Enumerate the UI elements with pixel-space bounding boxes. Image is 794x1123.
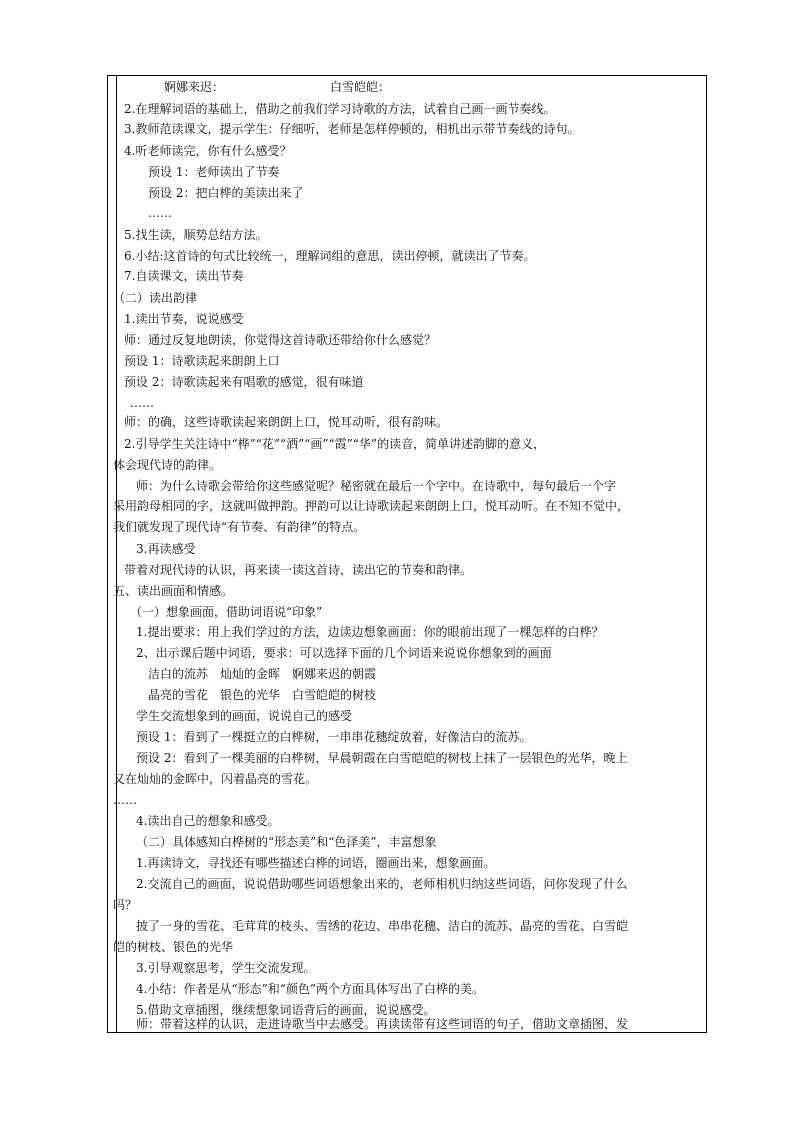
text-line: 皑的树枝、银色的光华	[113, 940, 234, 954]
text-line: 我们就发现了现代诗“有节奏、有韵律”的特点。	[113, 520, 366, 534]
text-line: ……	[148, 206, 172, 220]
section-heading: 五、读出画面和情感。	[113, 584, 234, 598]
text-line: 师：带着这样的认识，走进诗歌当中去感受。再读读带有这些词语的句子，借助文章插图，发	[136, 1017, 629, 1031]
text-line: 洁白的流苏 灿灿的金晖 婀娜来迟的朝霞	[148, 667, 377, 681]
text-line: ……	[130, 396, 154, 410]
text-line: 6.小结:这首诗的句式比较统一，理解词组的意思，读出停顿，就读出了节奏。	[124, 249, 536, 263]
text-line: 预设 1：看到了一棵挺立的白桦树，一串串花穗绽放着，好像洁白的流苏。	[136, 730, 532, 744]
text-line: 2.交流自己的画面，说说借助哪些词语想象出来的，老师相机归纳这些词语，问你发现了什么	[136, 877, 628, 891]
text-line: 预设 2：看到了一棵美丽的白桦树，早晨朝霞在白雪皑皑的树枝上抹了一层银色的光华，晚上	[136, 751, 628, 765]
text-line: 披了一身的雪花、毛茸茸的枝头、雪绣的花边、串串花穗、洁白的流苏、晶亮的雪花、白雪皑	[136, 919, 629, 933]
text-line: 预设 2：把白桦的美读出来了	[148, 186, 304, 200]
text-line: 师：通过反复地朗读，你觉得这首诗歌还带给你什么感觉？	[124, 333, 437, 347]
text-line: 预设 1：诗歌读起来朗朗上口	[124, 354, 280, 368]
text-line: 学生交流想象到的画面，说说自己的感受	[136, 709, 353, 723]
text-line: 白雪皑皑：	[330, 80, 391, 94]
text-line: 带着对现代诗的认识，再来读一读这首诗，读出它的节奏和韵律。	[124, 563, 473, 577]
text-line: 又在灿灿的金晖中，闪着晶亮的雪花。	[113, 772, 318, 786]
text-line: 3.教师范读课文，提示学生：仔细听，老师是怎样停顿的，相机出示带节奏线的诗句。	[124, 122, 580, 136]
text-line: 师：的确，这些诗歌读起来朗朗上口，悦耳动听，很有韵味。	[124, 415, 449, 429]
section-heading: （二）读出韵律	[113, 291, 198, 305]
text-line: 1.提出要求：用上我们学过的方法，边读边想象画面：你的眼前出现了一棵怎样的白桦？	[136, 625, 604, 639]
text-line: 2.在理解词语的基础上，借助之前我们学习诗歌的方法，试着自己画一画节奏线。	[124, 102, 556, 116]
text-line: 师：为什么诗歌会带给你这些感觉呢？秘密就在最后一个字中。在诗歌中，每句最后一个字	[136, 479, 617, 493]
section-heading: （二）具体感知白桦树的“形态美”和“色泽美”，丰富想象	[136, 835, 437, 849]
text-line: 1.再读诗文，寻找还有哪些描述白桦的词语，圈画出来，想象画面。	[136, 856, 496, 870]
text-line: 5.找生读，顺势总结方法。	[124, 228, 268, 242]
text-line: 2.引导学生关注诗中“桦”“花”“洒”“画”“霞”“华”的读音，简单讲述韵脚的意义，	[124, 437, 546, 451]
section-heading: （一）想象画面，借助词语说“印象”	[130, 605, 323, 619]
text-line: 采用韵母相同的字，这就叫做押韵。押韵可以让诗歌读起来朗朗上口，悦耳动听。在不知不觉中，	[113, 499, 630, 513]
text-line: ……	[113, 793, 137, 807]
text-line: 3.引导观察思考，学生交流发现。	[136, 961, 316, 975]
text-line: 婀娜来迟：	[164, 80, 225, 94]
text-line: 预设 2：诗歌读起来有唱歌的感觉，很有味道	[124, 375, 364, 389]
text-line: 4.小结：作者是从“形态”和“颜色”两个方面具体写出了白桦的美。	[136, 982, 484, 996]
text-line: 3.再读感受	[136, 542, 196, 556]
text-line: 体会现代诗的韵律。	[113, 458, 222, 472]
text-line: 5.借助文章插图，继续想象词语背后的画面，说说感受。	[136, 1003, 436, 1017]
text-line: 4.读出自己的想象和感受。	[136, 814, 280, 828]
text-line: 晶亮的雪花 银色的光华 白雪皑皑的树枝	[148, 688, 377, 702]
text-line: 吗？	[113, 898, 138, 912]
text-line: 2、出示课后题中词语，要求：可以选择下面的几个词语来说说你想象到的画面	[136, 646, 552, 660]
text-line: 1.读出节奏，说说感受	[124, 312, 244, 326]
text-line: 7.自读课文，读出节奏	[124, 269, 244, 283]
text-line: 4.听老师读完，你有什么感受？	[124, 144, 292, 158]
text-line: 预设 1：老师读出了节奏	[148, 165, 280, 179]
